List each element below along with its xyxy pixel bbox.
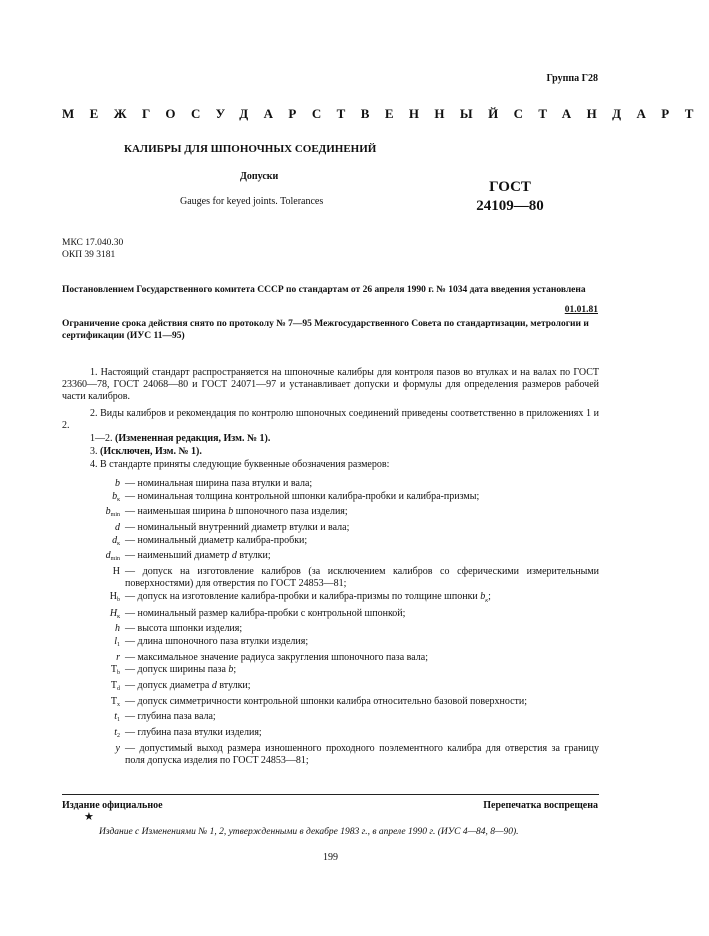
page-number: 199 — [323, 852, 338, 863]
definition-text: — допуск ширины паза b; — [125, 664, 237, 676]
classification-codes — [62, 237, 123, 261]
gost-label: ГОСТ — [489, 179, 531, 195]
definition-text: — допустимый выход размера изношенного проходного поэлементного калибра для отверстия за границу поля допуска изделия по ГОСТ 24853—81; — [125, 742, 599, 766]
symbol: $H_к$ — [109, 607, 120, 620]
symbol: $T_x$ — [110, 695, 120, 708]
definition-text: — максимальное значение радиуса закругления шпоночного паза вала; — [125, 651, 428, 663]
symbol: $d_к$ — [112, 534, 120, 547]
definition-item — [62, 664, 599, 679]
mks-code: МКС 17.040.30 — [62, 238, 124, 248]
reprint-notice: Перепечатка воспрещена — [483, 800, 598, 811]
definition-item — [62, 478, 599, 490]
amend-note: (Измененная редакция, Изм. № 1). — [115, 433, 271, 444]
banner-left: МЕЖГОСУДАРСТВЕННЫЙ — [62, 106, 514, 121]
definition-item — [62, 506, 599, 521]
definition-text: — допуск симметричности контрольной шпонки калибра относительно базовой поверхности; — [125, 695, 528, 707]
definition-text: — допуск на изготовление калибра-пробки и калибра-призмы по толщине шпонки $b_к$; — [125, 590, 491, 604]
paragraph-2: 2. Виды калибров и рекомендация по контролю шпоночных соединений приведены соответственно в приложениях 1 и 2. — [62, 408, 599, 432]
symbol: y — [115, 742, 120, 754]
gost-designation — [460, 178, 560, 216]
banner-right: СТАНДАРТ — [513, 106, 709, 121]
definition-item — [62, 491, 599, 506]
symbol: h — [115, 623, 120, 635]
symbol: $T_b$ — [110, 664, 120, 677]
definition-item — [62, 591, 599, 607]
definition-text: — длина шпоночного паза втулки изделия; — [125, 635, 309, 647]
symbol: $l_1$ — [114, 635, 120, 648]
intro-date: 01.01.81 — [564, 305, 598, 315]
p3-prefix: 3. — [90, 446, 100, 457]
document-title: КАЛИБРЫ ДЛЯ ШПОНОЧНЫХ СОЕДИНЕНИЙ — [124, 143, 377, 155]
definition-item — [62, 608, 599, 623]
footer-divider — [62, 794, 599, 795]
symbol: $b_к$ — [112, 490, 120, 503]
definition-text: — высота шпонки изделия; — [125, 623, 243, 635]
symbol: $b_{min}$ — [105, 506, 120, 519]
definition-text: — допуск на изготовление калибров (за исключением калибров со сферическими измерительными поверхностями) для отверстия по ГОСТ 24853—81; — [125, 566, 599, 590]
gost-number: 24109—80 — [476, 198, 544, 214]
standard-banner — [62, 106, 709, 122]
limitation-statement: Ограничение срока действия снято по протоколу № 7—95 Межгосударственного Совета по стандартизации, метрологии и сертификации (ИУС 11—95) — [62, 319, 589, 341]
definition-text: — допуск диаметра d втулки; — [125, 679, 251, 691]
definition-text: — номинальный размер калибра-пробки с контрольной шпонкой; — [125, 607, 406, 619]
symbol: $H_b$ — [109, 590, 120, 603]
paragraph-1: 1. Настоящий стандарт распространяется на шпоночные калибры для контроля пазов во втулках и на валах по ГОСТ 23360—78, ГОСТ 24068—80 и ГОСТ 24071—97 и устанавливает допуски и формулы для определения размеров рабочей части калибров. — [62, 367, 599, 403]
symbol: $t_2$ — [114, 727, 120, 739]
symbol: b — [115, 478, 120, 489]
definition-text: — номинальная толщина контрольной шпонки калибра-пробки и калибра-призмы; — [125, 490, 480, 502]
document-subtitle: Допуски — [240, 171, 279, 182]
symbol: $d_{min}$ — [105, 550, 120, 563]
definition-text: — наименьшая ширина b шпоночного паза изделия; — [125, 506, 348, 518]
definition-item — [62, 566, 599, 590]
definition-text: — номинальный диаметр калибра-пробки; — [125, 534, 308, 546]
definition-text: — глубина паза вала; — [125, 711, 216, 723]
definition-item — [62, 727, 599, 742]
english-title: Gauges for keyed joints. Tolerances — [180, 196, 324, 207]
definition-item — [62, 623, 599, 635]
definition-text: — номинальная ширина паза втулки и вала; — [125, 478, 313, 489]
definition-item — [62, 652, 599, 664]
symbol: H — [112, 566, 120, 578]
definition-item — [62, 550, 599, 565]
adoption-statement: Постановлением Государственного комитета СССР по стандартам от 26 апреля 1990 г. № 1034 дата введения установлена — [62, 285, 586, 295]
definition-text: — наименьший диаметр d втулки; — [125, 550, 271, 562]
official-edition: Издание официальное — [62, 800, 163, 811]
p3-note: (Исключен, Изм. № 1). — [100, 446, 202, 457]
symbol: d — [115, 522, 120, 534]
paragraph-4: 4. В стандарте приняты следующие буквенные обозначения размеров: — [90, 459, 390, 470]
symbol: $T_d$ — [110, 679, 120, 692]
symbol: $t_1$ — [114, 711, 120, 724]
definition-item — [62, 696, 599, 711]
definition-item — [62, 711, 599, 726]
star-icon: ★ — [84, 811, 94, 823]
group-code: Группа Г28 — [546, 73, 598, 84]
paragraph-3 — [62, 446, 599, 458]
definition-item — [62, 636, 599, 651]
definition-text: — номинальный внутренний диаметр втулки и вала; — [125, 522, 350, 534]
okp-code: ОКП 39 3181 — [62, 250, 116, 260]
symbol-definitions — [62, 478, 599, 767]
definition-text: — глубина паза втулки изделия; — [125, 727, 262, 738]
definition-item — [62, 743, 599, 767]
amend-prefix: 1—2. — [90, 433, 115, 444]
symbol: r — [116, 651, 120, 663]
definition-item — [62, 522, 599, 534]
definition-item — [62, 680, 599, 695]
paragraph-amend — [62, 433, 599, 445]
edition-note: Издание с Изменениями № 1, 2, утвержденными в декабре 1983 г., в апреле 1990 г. (ИУС 4—84, 8—90). — [99, 827, 519, 837]
definition-item — [62, 535, 599, 550]
